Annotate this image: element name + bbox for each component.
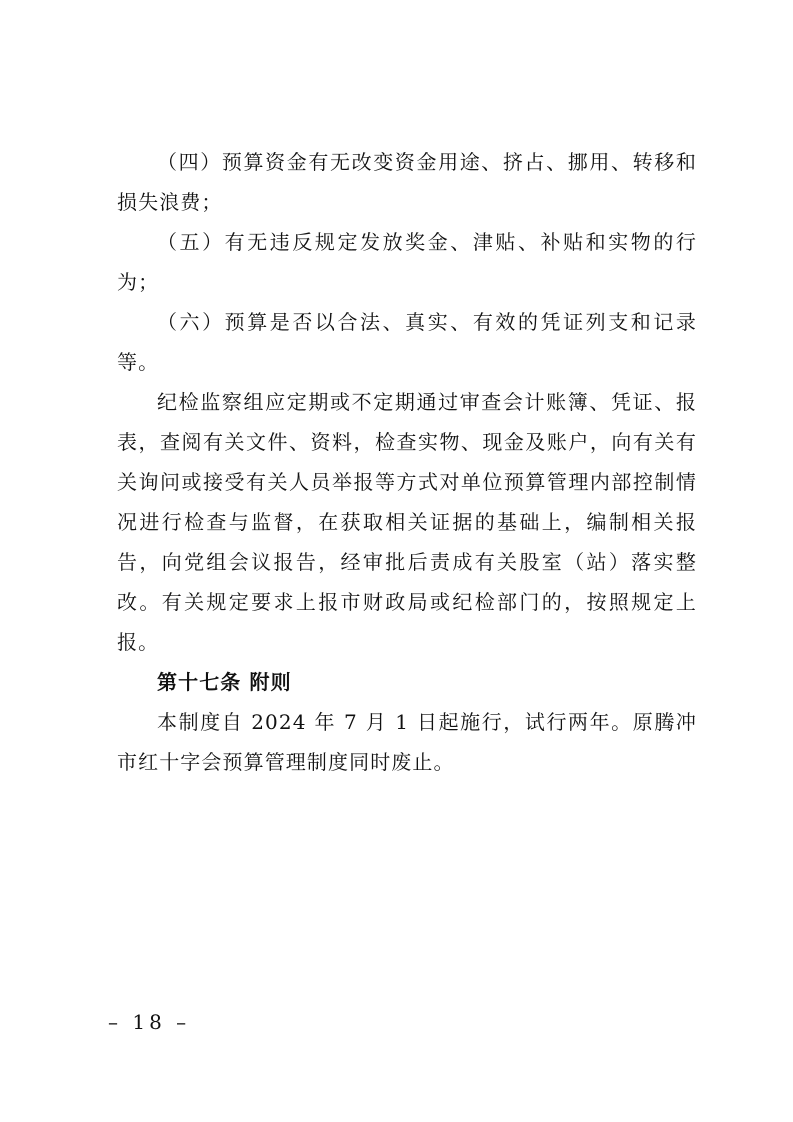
article-seventeen-heading: 第十七条 附则 — [157, 670, 292, 694]
document-body — [117, 142, 697, 782]
supervision-paragraph: 纪检监察组应定期或不定期通过审查会计账簿、凭证、报表，查阅有关文件、资料，检查实物、现金及账户，向有关有关询问或接受有关人员举报等方式对单位预算管理内部控制情况进行检查与监督，在获取相关证据的基础上，编制相关报告，向党组会议报告，经审批后责成有关股室（站）落实整改。有关规定要求上报市财政局或纪检部门的，按照规定上报。 — [117, 390, 697, 654]
clause-five: （五）有无违反规定发放奖金、津贴、补贴和实物的行为； — [117, 230, 697, 294]
page-number: – 18 – — [108, 1010, 191, 1034]
clause-six: （六）预算是否以合法、真实、有效的凭证列支和记录等。 — [117, 310, 697, 374]
clause-four: （四）预算资金有无改变资金用途、挤占、挪用、转移和损失浪费； — [117, 150, 697, 214]
effective-date-paragraph: 本制度自 2024 年 7 月 1 日起施行，试行两年。原腾冲市红十字会预算管理制度同时废止。 — [117, 710, 697, 774]
